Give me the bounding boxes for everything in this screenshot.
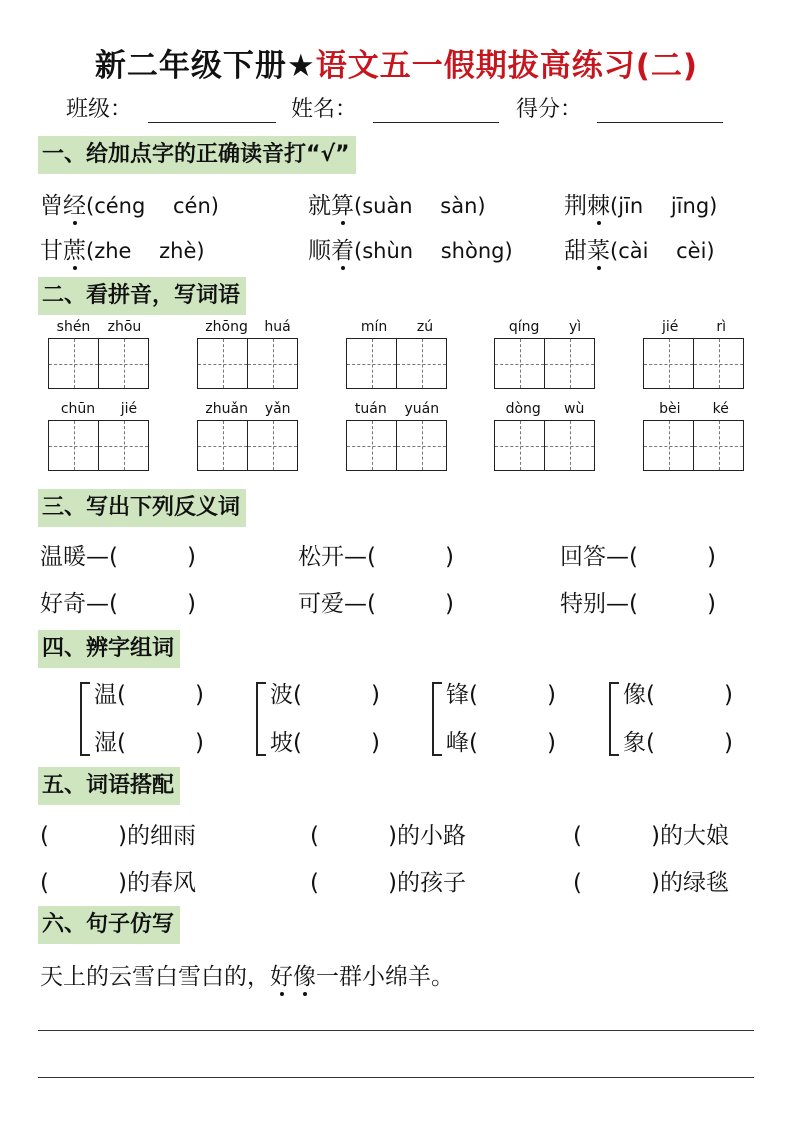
char-word-item[interactable]: 峰( ): [446, 730, 556, 756]
dotted-char: 像: [293, 958, 316, 991]
writing-grid[interactable]: [643, 338, 745, 389]
match-item[interactable]: ( )的孩子: [310, 870, 466, 896]
antonym-item[interactable]: 松开—( ): [298, 544, 454, 570]
example-sentence: 天上的云雪白雪白的，好像一群小绵羊。: [40, 958, 454, 991]
section-heading-3: 三、写出下列反义词: [38, 489, 246, 527]
pinyin-label: tuán yuán: [354, 401, 440, 417]
antonym-item[interactable]: 可爱—( ): [298, 591, 454, 617]
writing-grid[interactable]: [48, 338, 150, 389]
writing-grid[interactable]: [494, 420, 596, 471]
pinyin-pair[interactable]: [48, 400, 150, 471]
word-char: 荆: [564, 193, 587, 219]
bracket-icon: [256, 682, 266, 756]
pinyin-label: shén zhōu: [56, 319, 142, 335]
writing-grid[interactable]: [494, 338, 596, 389]
pinyin-pair[interactable]: [197, 318, 299, 389]
reading-item[interactable]: [564, 187, 717, 220]
writing-grid[interactable]: [48, 420, 150, 471]
pinyin-pair[interactable]: [48, 318, 150, 389]
pinyin-label: chūn jié: [60, 401, 138, 417]
char-group[interactable]: [432, 676, 572, 768]
pinyin-label: qíng yì: [508, 319, 582, 335]
pinyin-label: jié rì: [661, 319, 727, 335]
reading-item[interactable]: [308, 232, 513, 265]
answer-line[interactable]: [38, 1030, 754, 1031]
pinyin-label: mín zú: [360, 319, 434, 335]
word-char: 顺: [308, 238, 331, 264]
antonym-item[interactable]: 回答—( ): [560, 544, 716, 570]
dotted-char: 着: [331, 232, 354, 265]
dotted-char: 算: [331, 187, 354, 220]
class-label: 班级：: [66, 97, 133, 122]
char-group[interactable]: [609, 676, 749, 768]
pinyin-options[interactable]: (jīn jīng): [610, 194, 718, 218]
title-prefix: 新二年级下册★: [94, 48, 316, 84]
pinyin-options[interactable]: (shùn shòng): [354, 239, 513, 263]
title-main: 语文五一假期拔高练习(二): [315, 48, 699, 84]
word-char: 曾: [40, 193, 63, 219]
char-word-item[interactable]: 象( ): [623, 730, 733, 756]
char-group[interactable]: [80, 676, 220, 768]
class-field[interactable]: [148, 122, 276, 123]
dotted-char: 经: [63, 187, 86, 220]
section-heading-6: 六、句子仿写: [38, 906, 180, 944]
pinyin-options[interactable]: (zhe zhè): [86, 239, 205, 263]
score-field[interactable]: [597, 122, 723, 123]
char-word-item[interactable]: 像( ): [623, 682, 733, 708]
char-word-item[interactable]: 锋( ): [446, 682, 556, 708]
pinyin-pair[interactable]: [494, 400, 596, 471]
writing-grid[interactable]: [643, 420, 745, 471]
reading-item[interactable]: [40, 232, 205, 265]
answer-line[interactable]: [38, 1077, 754, 1078]
pinyin-pair[interactable]: [346, 400, 448, 471]
writing-grid[interactable]: [346, 420, 448, 471]
pinyin-pair[interactable]: [494, 318, 596, 389]
name-label: 姓名：: [291, 97, 358, 122]
pinyin-label: dòng wù: [505, 401, 585, 417]
section-heading-4: 四、辨字组词: [38, 630, 180, 668]
match-item[interactable]: ( )的春风: [40, 870, 196, 896]
dotted-char: 棘: [587, 187, 610, 220]
reading-item[interactable]: [308, 187, 486, 220]
section-heading-1: 一、给加点字的正确读音打“√”: [38, 136, 356, 174]
char-word-item[interactable]: 波( ): [270, 682, 380, 708]
reading-item[interactable]: [564, 232, 715, 265]
pinyin-options[interactable]: (suàn sàn): [354, 194, 486, 218]
page-title: [0, 40, 793, 85]
char-group[interactable]: [256, 676, 396, 768]
pinyin-options[interactable]: (céng cén): [86, 194, 219, 218]
dotted-char: 好: [270, 958, 293, 991]
bracket-icon: [80, 682, 90, 756]
writing-grid[interactable]: [346, 338, 448, 389]
bracket-icon: [609, 682, 619, 756]
match-item[interactable]: ( )的绿毯: [573, 870, 729, 896]
match-item[interactable]: ( )的小路: [310, 823, 466, 849]
pinyin-pair[interactable]: [197, 400, 299, 471]
writing-grid[interactable]: [197, 420, 299, 471]
pinyin-pair[interactable]: [643, 400, 745, 471]
pinyin-options[interactable]: (cài cèi): [610, 239, 715, 263]
antonym-item[interactable]: 好奇—( ): [40, 591, 196, 617]
dotted-char: 菜: [587, 232, 610, 265]
name-field[interactable]: [373, 122, 499, 123]
section-heading-5: 五、词语搭配: [38, 767, 180, 805]
char-word-item[interactable]: 温( ): [94, 682, 204, 708]
word-char: 甜: [564, 238, 587, 264]
antonym-item[interactable]: 特别—( ): [560, 591, 716, 617]
word-char: 甘: [40, 238, 63, 264]
pinyin-pair[interactable]: [643, 318, 745, 389]
pinyin-label: zhuǎn yǎn: [205, 401, 291, 417]
word-char: 就: [308, 193, 331, 219]
reading-item[interactable]: [40, 187, 219, 220]
pinyin-pair[interactable]: [346, 318, 448, 389]
dotted-char: 蔗: [63, 232, 86, 265]
match-item[interactable]: ( )的细雨: [40, 823, 196, 849]
bracket-icon: [432, 682, 442, 756]
antonym-item[interactable]: 温暖—( ): [40, 544, 196, 570]
pinyin-label: bèi ké: [659, 401, 729, 417]
pinyin-label: zhōng huá: [205, 319, 291, 335]
char-word-item[interactable]: 湿( ): [94, 730, 204, 756]
section-heading-2: 二、看拼音，写词语: [38, 277, 246, 315]
char-word-item[interactable]: 坡( ): [270, 730, 380, 756]
match-item[interactable]: ( )的大娘: [573, 823, 729, 849]
writing-grid[interactable]: [197, 338, 299, 389]
score-label: 得分：: [516, 97, 583, 122]
